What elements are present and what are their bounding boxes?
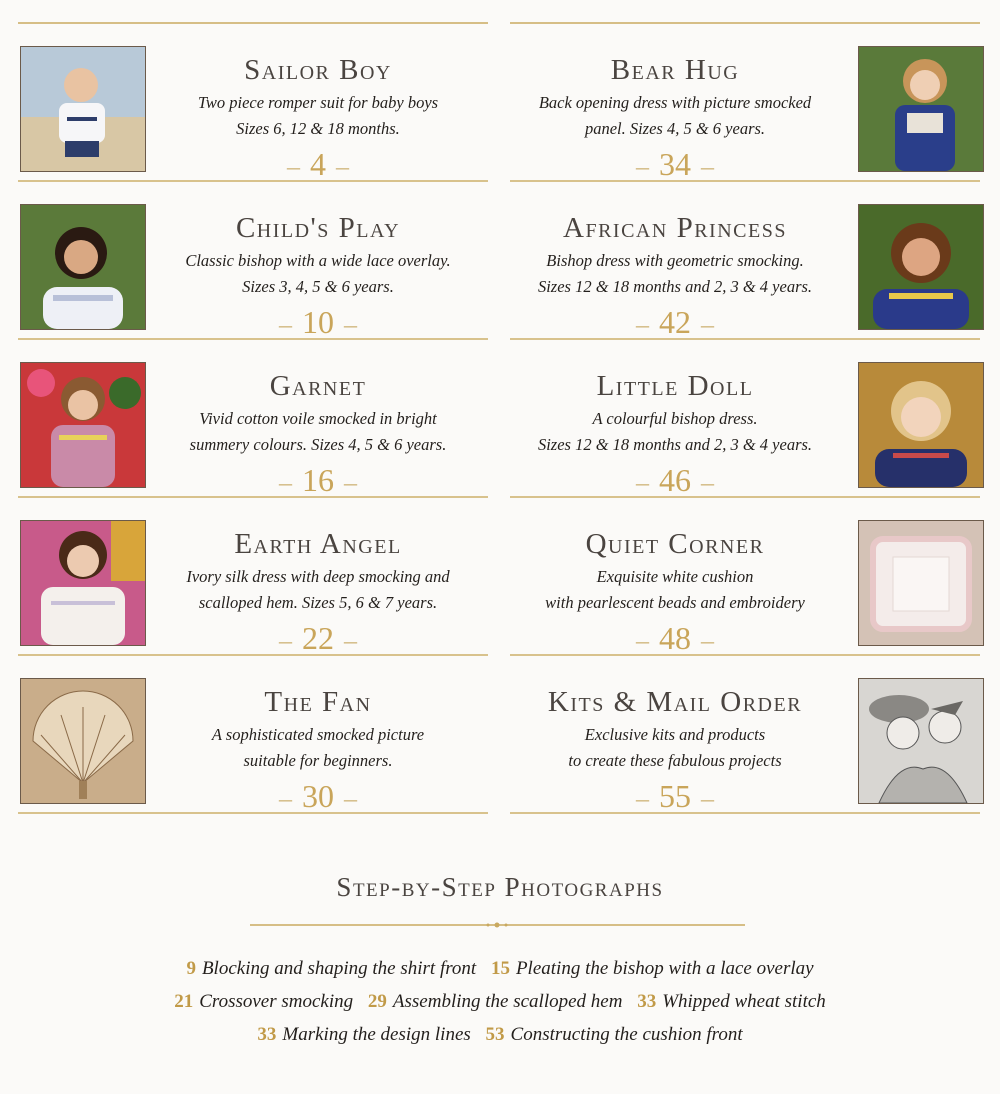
entry-description: A sophisticated smocked picture	[211, 725, 425, 744]
step-page-number: 15	[490, 958, 510, 979]
page-number[interactable]: – 10 –	[279, 304, 357, 340]
page-number[interactable]: – 42 –	[636, 304, 714, 340]
entry-description: Vivid cotton voile smocked in bright	[199, 409, 437, 428]
steps-list	[0, 952, 1000, 1051]
entry-title: The Fan	[264, 686, 372, 718]
girl-lace-bishop-photo	[20, 204, 146, 330]
entry-description: Sizes 12 & 18 months and 2, 3 & 4 years.	[537, 277, 813, 296]
entry-text	[510, 684, 840, 817]
page-number[interactable]: – 48 –	[636, 620, 714, 656]
entry-description: Sizes 12 & 18 months and 2, 3 & 4 years.	[537, 435, 813, 454]
entry-text	[158, 368, 478, 501]
entry-description: Back opening dress with picture smocked	[538, 93, 812, 112]
step-item[interactable]	[486, 1024, 743, 1045]
contents-entry[interactable]	[510, 498, 980, 656]
entry-description: Two piece romper suit for baby boys	[197, 93, 439, 112]
step-text: Marking the design lines	[282, 1024, 471, 1045]
ornamental-divider	[250, 920, 745, 930]
step-page-number: 33	[257, 1024, 277, 1045]
step-item[interactable]	[491, 958, 814, 979]
page-number[interactable]: – 55 –	[636, 778, 714, 814]
entry-description: Sizes 3, 4, 5 & 6 years.	[242, 277, 394, 296]
step-text: Assembling the scalloped hem	[392, 991, 623, 1012]
step-item[interactable]	[637, 991, 826, 1012]
steps-heading: Step-by-Step Photographs	[336, 872, 664, 902]
entry-title: Quiet Corner	[585, 528, 765, 560]
baby-boy-sailor-suit-photo	[20, 46, 146, 172]
page-number[interactable]: – 16 –	[279, 462, 357, 498]
entry-description: panel. Sizes 4, 5 & 6 years.	[584, 119, 766, 138]
toddler-navy-dress-photo	[858, 362, 984, 488]
entry-title: Child's Play	[235, 212, 401, 244]
entry-description: Classic bishop with a wide lace overlay.	[185, 251, 451, 270]
girl-floral-dress-photo	[20, 362, 146, 488]
contents-entry[interactable]	[18, 182, 488, 340]
step-item[interactable]	[186, 958, 476, 979]
step-text: Crossover smocking	[199, 991, 354, 1012]
entry-description: suitable for beginners.	[243, 751, 393, 770]
contents-entry[interactable]	[510, 24, 980, 182]
step-item[interactable]	[257, 1024, 470, 1045]
contents-entry[interactable]	[18, 24, 488, 182]
entry-title: Garnet	[269, 370, 367, 402]
contents-entry[interactable]	[510, 340, 980, 498]
entry-description: scalloped hem. Sizes 5, 6 & 7 years.	[198, 593, 438, 612]
step-text: Blocking and shaping the shirt front	[201, 958, 477, 979]
page-number[interactable]: – 22 –	[279, 620, 357, 656]
step-text: Constructing the cushion front	[510, 1024, 743, 1045]
step-page-number: 29	[367, 991, 387, 1012]
contents-entry[interactable]	[510, 182, 980, 340]
step-page-number: 53	[485, 1024, 505, 1045]
steps-line	[0, 952, 1000, 985]
step-page-number: 9	[186, 958, 196, 979]
entry-text	[510, 210, 840, 343]
contents-entry[interactable]	[18, 498, 488, 656]
entry-description: with pearlescent beads and embroidery	[545, 593, 805, 612]
entry-title: Little Doll	[596, 370, 754, 402]
smocked-fan-picture-photo	[20, 678, 146, 804]
entry-description: to create these fabulous projects	[568, 751, 782, 770]
steps-line	[0, 1018, 1000, 1051]
entry-description: Sizes 6, 12 & 18 months.	[236, 119, 400, 138]
entry-title: Bear Hug	[610, 54, 740, 86]
entry-text	[158, 526, 478, 659]
step-page-number: 33	[637, 991, 657, 1012]
step-item[interactable]	[368, 991, 623, 1012]
girl-blue-dress-photo	[858, 46, 984, 172]
entry-description: Exclusive kits and products	[584, 725, 766, 744]
entry-title: African Princess	[563, 212, 787, 244]
left-column	[18, 22, 488, 814]
entry-text	[510, 526, 840, 659]
entry-text	[510, 52, 840, 185]
step-item[interactable]	[174, 991, 353, 1012]
entry-text	[510, 368, 840, 501]
entry-description: summery colours. Sizes 4, 5 & 6 years.	[189, 435, 447, 454]
steps-line	[0, 985, 1000, 1018]
step-text: Whipped wheat stitch	[662, 991, 826, 1012]
page-number[interactable]: – 4 –	[287, 146, 349, 182]
contents-entry[interactable]	[18, 656, 488, 814]
entry-description: Bishop dress with geometric smocking.	[546, 251, 804, 270]
contents-entry[interactable]	[510, 656, 980, 814]
entry-title: Sailor Boy	[244, 54, 392, 86]
page-number[interactable]: – 30 –	[279, 778, 357, 814]
white-cushion-photo	[858, 520, 984, 646]
step-page-number: 21	[174, 991, 194, 1012]
contents-entry[interactable]	[18, 340, 488, 498]
entry-text	[158, 210, 478, 343]
entry-description: Exquisite white cushion	[596, 567, 754, 586]
entry-description: A colourful bishop dress.	[592, 409, 758, 428]
right-column	[510, 22, 980, 814]
step-text: Pleating the bishop with a lace overlay	[515, 958, 814, 979]
page-number[interactable]: – 34 –	[636, 146, 714, 182]
entry-description: Ivory silk dress with deep smocking and	[186, 567, 450, 586]
vintage-engraving-ladies-photo	[858, 678, 984, 804]
entry-text	[158, 684, 478, 817]
girl-ivory-silk-dress-photo	[20, 520, 146, 646]
entry-title: Kits & Mail Order	[547, 686, 803, 718]
girl-geometric-smocking-photo	[858, 204, 984, 330]
page-number[interactable]: – 46 –	[636, 462, 714, 498]
entry-text	[158, 52, 478, 185]
entry-title: Earth Angel	[234, 528, 402, 560]
